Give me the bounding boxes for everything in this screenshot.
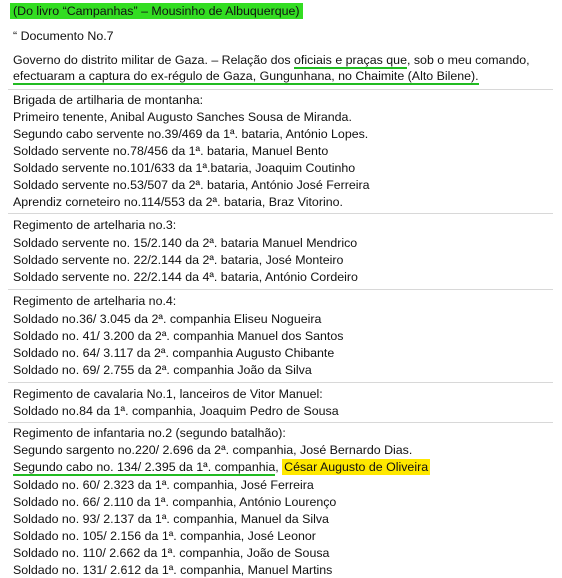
list-item: Soldado no. 69/ 2.755 da 2ª. companhia João da Silva — [13, 363, 312, 377]
list-item: Soldado no. 110/ 2.662 da 1ª. companhia, João de Sousa — [13, 546, 330, 560]
section-title: Regimento de infantaria no.2 (segundo batalhão): — [13, 426, 286, 440]
section-title: Regimento de artelharia no.3: — [13, 218, 177, 232]
highlighted-name: César Augusto de Oliveira — [284, 460, 429, 474]
section-divider — [8, 213, 553, 214]
list-item: Soldado no.36/ 3.045 da 2ª. companhia Eliseu Nogueira — [13, 312, 322, 326]
intro-line-2 — [13, 68, 479, 84]
underlined-phrase: oficiais e praças que — [294, 53, 407, 67]
list-item: Soldado servente no. 22/2.144 da 4ª. bataria, António Cordeiro — [13, 270, 358, 284]
underlined-rank: Segundo cabo no. 134/ 2.395 da 1ª. companhia — [13, 460, 276, 474]
list-item: Soldado no. 60/ 2.323 da 1ª. companhia, José Ferreira — [13, 478, 314, 492]
list-item: Soldado no. 66/ 2.110 da 1ª. companhia, António Lourenço — [13, 495, 337, 509]
list-item: Soldado no. 41/ 3.200 da 2ª. companhia Manuel dos Santos — [13, 329, 344, 343]
section-divider — [8, 89, 553, 90]
section-title: Regimento de cavalaria No.1, lanceiros de Vitor Manuel: — [13, 387, 323, 401]
list-item: Aprendiz corneteiro no.114/553 da 2ª. bataria, Braz Vitorino. — [13, 195, 343, 209]
list-item: Segundo cabo servente no.39/469 da 1ª. bataria, António Lopes. — [13, 127, 369, 141]
list-item: Soldado no.84 da 1ª. companhia, Joaquim Pedro de Sousa — [13, 404, 339, 418]
highlighted-list-item: Segundo cabo no. 134/ 2.395 da 1ª. companhia, César Augusto de Oliveira — [13, 460, 429, 474]
section-title: Brigada de artilharia de montanha: — [13, 93, 204, 107]
list-item: Soldado no. 64/ 3.117 da 2ª. companhia Augusto Chibante — [13, 346, 335, 360]
list-item: Soldado no. 105/ 2.156 da 1ª. companhia, José Leonor — [13, 529, 316, 543]
section-divider — [8, 422, 553, 423]
list-item: Soldado servente no. 22/2.144 da 2ª. bataria, José Monteiro — [13, 253, 344, 267]
list-item: Soldado servente no.101/633 da 1ª.bataria, Joaquim Coutinho — [13, 161, 356, 175]
document-number: “ Documento No.7 — [13, 29, 114, 43]
source-citation — [13, 3, 303, 19]
list-item: Soldado no. 93/ 2.137 da 1ª. companhia, Manuel da Silva — [13, 512, 329, 526]
list-item: Soldado no. 131/ 2.612 da 1ª. companhia, Manuel Martins — [13, 563, 333, 577]
section-divider — [8, 289, 553, 290]
source-highlight: (Do livro “Campanhas” – Mousinho de Albuquerque) — [10, 3, 303, 19]
list-item: Soldado servente no.53/507 da 2ª. bataria, António José Ferreira — [13, 178, 370, 192]
intro-line-1: Governo do distrito militar de Gaza. – Relação dos oficiais e praças que, sob o meu comando, — [13, 53, 530, 67]
list-item: Soldado servente no. 15/2.140 da 2ª. bataria Manuel Mendrico — [13, 236, 358, 250]
section-divider — [8, 382, 553, 383]
list-item: Segundo sargento no.220/ 2.696 da 2ª. companhia, José Bernardo Dias. — [13, 443, 413, 457]
underlined-phrase: efectuaram a captura do ex-régulo de Gaza, Gungunhana, no Chaimite (Alto Bilene). — [13, 69, 479, 83]
list-item: Primeiro tenente, Anibal Augusto Sanches Sousa de Miranda. — [13, 110, 352, 124]
section-title: Regimento de artelharia no.4: — [13, 294, 177, 308]
list-item: Soldado servente no.78/456 da 1ª. bataria, Manuel Bento — [13, 144, 329, 158]
